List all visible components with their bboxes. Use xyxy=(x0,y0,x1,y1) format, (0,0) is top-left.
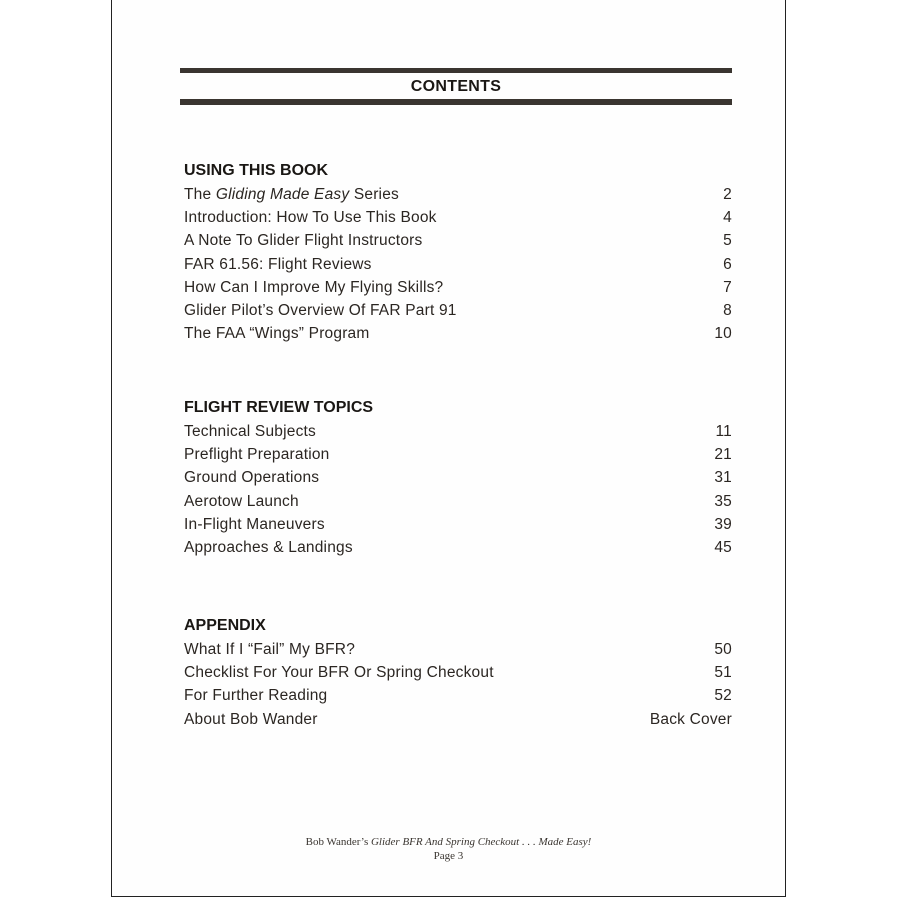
toc-entry-page: Back Cover xyxy=(649,710,732,728)
toc-entry-title-prefix: The xyxy=(184,186,216,203)
toc-entry xyxy=(184,466,732,489)
toc-entry-page: 6 xyxy=(723,255,732,273)
section-heading: FLIGHT REVIEW TOPICS xyxy=(184,399,374,416)
footer-book-credit xyxy=(111,835,786,849)
toc-entry-page: 52 xyxy=(714,687,732,705)
toc-entry-title: Ground Operations xyxy=(184,469,320,487)
toc-entry-title: About Bob Wander xyxy=(184,710,318,728)
toc-entry xyxy=(184,708,732,731)
toc-entry xyxy=(184,638,732,661)
toc-entry xyxy=(184,253,732,276)
toc-entry-title xyxy=(184,183,399,206)
section-heading: USING THIS BOOK xyxy=(184,162,329,179)
toc-entry-title: What If I “Fail” My BFR? xyxy=(184,641,356,658)
toc-entry-title: Approaches & Landings xyxy=(184,538,353,556)
toc-entry xyxy=(184,229,732,252)
section-heading: APPENDIX xyxy=(184,617,266,634)
toc-entry xyxy=(184,420,732,443)
toc-entry-page: 11 xyxy=(715,423,732,440)
toc-entry-title: Aerotow Launch xyxy=(184,492,299,510)
toc-entry-page: 45 xyxy=(714,538,732,556)
toc-entry xyxy=(184,513,732,536)
toc-entry-title: Checklist For Your BFR Or Spring Checkout xyxy=(184,664,494,682)
footer-author: Bob Wander’s xyxy=(305,836,371,848)
toc-entry xyxy=(184,536,732,559)
toc-entry xyxy=(184,490,732,513)
toc-section-appendix xyxy=(184,614,732,731)
toc-entry xyxy=(184,206,732,229)
page-footer xyxy=(111,835,786,863)
toc-entry-page: 50 xyxy=(714,641,732,658)
toc-entry-title: In-Flight Maneuvers xyxy=(184,515,325,533)
header-rule-top xyxy=(180,68,732,73)
toc-entry xyxy=(184,661,732,684)
toc-entry-title: Glider Pilot’s Overview Of FAR Part 91 xyxy=(184,301,457,319)
toc-entry-page: 8 xyxy=(723,301,732,319)
toc-entry-title: FAR 61.56: Flight Reviews xyxy=(184,255,372,273)
toc-section-using-this-book xyxy=(184,159,732,345)
toc-entry-title-suffix: Series xyxy=(349,186,399,203)
toc-entry-page: 51 xyxy=(714,664,732,682)
toc-entry xyxy=(184,684,732,707)
toc-entry-page: 10 xyxy=(714,325,732,343)
toc-entry-title: The FAA “Wings” Program xyxy=(184,325,370,343)
toc-section-flight-review-topics xyxy=(184,396,732,559)
toc-entry-title: How Can I Improve My Flying Skills? xyxy=(184,278,444,296)
toc-entry xyxy=(184,299,732,322)
toc-entry xyxy=(184,322,732,345)
series-title: Gliding Made Easy xyxy=(215,186,350,203)
toc-entry-page: 21 xyxy=(714,446,732,464)
toc-entry xyxy=(184,443,732,466)
footer-book-title: Glider BFR And Spring Checkout . . . Made Easy! xyxy=(370,836,592,848)
toc-entry xyxy=(184,276,732,299)
toc-entry-page: 7 xyxy=(723,278,732,296)
page-title: CONTENTS xyxy=(410,78,502,95)
toc-entry-page: 39 xyxy=(714,515,732,533)
toc-entry-page: 5 xyxy=(723,232,732,250)
footer-page-number: Page 3 xyxy=(433,850,464,862)
toc-entry-page: 2 xyxy=(723,186,732,203)
toc-entry-page: 4 xyxy=(723,209,732,227)
toc-entry-title: A Note To Glider Flight Instructors xyxy=(184,232,423,250)
toc-entry-title: Preflight Preparation xyxy=(184,446,330,464)
toc-entry-title: Introduction: How To Use This Book xyxy=(184,209,437,227)
header-rule-bottom xyxy=(180,99,732,105)
toc-entry-page: 35 xyxy=(714,492,732,510)
toc-entry-page: 31 xyxy=(714,469,732,487)
toc-entry xyxy=(184,183,732,206)
toc-entry-title: For Further Reading xyxy=(184,687,328,705)
toc-entry-title: Technical Subjects xyxy=(184,423,316,440)
